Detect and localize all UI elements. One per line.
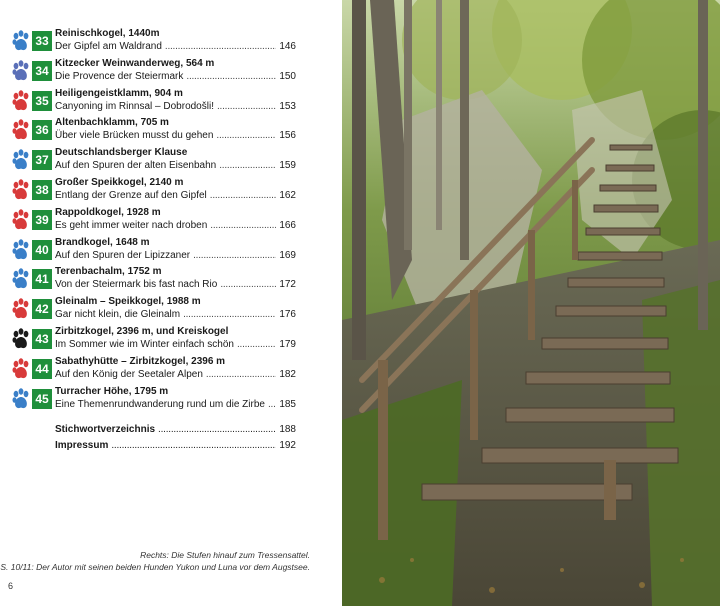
route-number-badge: 33 [32, 31, 52, 51]
paw-icon [12, 209, 30, 231]
route-subtitle-line [55, 279, 296, 290]
route-page: 179 [279, 338, 296, 350]
paw-icon [12, 298, 30, 320]
leader-dots [193, 250, 276, 261]
route-page: 156 [279, 130, 296, 142]
route-number-badge: 43 [32, 329, 52, 349]
route-page: 182 [279, 368, 296, 380]
route-subtitle: Der Gipfel am Waldrand [55, 41, 162, 52]
route-subtitle-line [55, 309, 296, 320]
route-title: Turracher Höhe, 1795 m [55, 385, 169, 397]
route-page: 185 [279, 398, 296, 410]
toc-extra-page: 192 [279, 440, 296, 451]
paw-icon [12, 119, 30, 141]
route-title: Sabathyhütte – Zirbitzkogel, 2396 m [55, 355, 226, 367]
route-subtitle-line [55, 101, 296, 112]
route-subtitle-line [55, 250, 296, 261]
toc-entry[interactable] [10, 58, 296, 88]
route-subtitle-line [55, 190, 296, 201]
page-number: 6 [8, 581, 14, 591]
toc-extra-label: Impressum [55, 440, 109, 451]
toc-entry[interactable] [10, 147, 296, 177]
route-number-badge: 45 [32, 389, 52, 409]
paw-icon [12, 239, 30, 261]
leader-dots [165, 41, 276, 52]
route-page: 176 [279, 309, 296, 321]
route-page: 159 [279, 160, 296, 172]
toc-entry[interactable] [10, 266, 296, 296]
toc-extra-page: 188 [279, 424, 296, 435]
route-number-badge: 39 [32, 210, 52, 230]
toc-entry[interactable] [10, 88, 296, 118]
route-subtitle-line [55, 220, 296, 231]
route-subtitle: Eine Themenrundwanderung rund um die Zirbe [55, 398, 265, 410]
paw-icon [12, 388, 30, 410]
toc-entry[interactable] [10, 28, 296, 58]
route-title: Großer Speikkogel, 2140 m [55, 176, 184, 188]
route-subtitle: Es geht immer weiter nach droben [55, 219, 208, 231]
route-number-badge: 42 [32, 299, 52, 319]
route-subtitle: Auf den Spuren der Lipizzaner [55, 249, 191, 261]
route-subtitle: Auf den König der Seetaler Alpen [55, 368, 203, 380]
paw-icon [12, 268, 30, 290]
route-title: Deutschlandsberger Klause [55, 147, 188, 159]
route-page: 172 [279, 279, 296, 291]
route-number-badge: 37 [32, 150, 52, 170]
route-subtitle: Auf den Spuren der alten Eisenbahn [55, 160, 217, 172]
route-subtitle: Die Provence der Steiermark [55, 70, 184, 82]
paw-icon [12, 30, 30, 52]
route-page: 162 [279, 189, 296, 201]
route-page: 153 [279, 100, 296, 112]
toc-entry[interactable] [10, 117, 296, 147]
leader-dots [268, 399, 276, 410]
route-title: Heiligengeistklamm, 904 m [55, 87, 183, 99]
leader-dots [111, 440, 276, 451]
route-subtitle: Gar nicht klein, die Gleinalm [55, 309, 181, 321]
toc-entry[interactable] [10, 356, 296, 386]
table-of-contents [10, 28, 296, 415]
route-page: 146 [279, 41, 296, 52]
toc-entry[interactable] [10, 237, 296, 267]
photo-caption-spread: S. 10/11: Der Autor mit seinen beiden Hunden Yukon und Luna vor dem Augstsee. [0, 562, 310, 572]
toc-index-entry[interactable] [55, 424, 296, 435]
route-title: Gleinalm – Speikkogel, 1988 m [55, 296, 201, 308]
route-page: 169 [279, 249, 296, 261]
route-number-badge: 41 [32, 269, 52, 289]
route-title: Brandkogel, 1648 m [55, 236, 150, 248]
route-subtitle: Von der Steiermark bis fast nach Rio [55, 279, 218, 291]
paw-icon [12, 149, 30, 171]
route-subtitle: Entlang der Grenze auf den Gipfel [55, 189, 207, 201]
toc-entry[interactable] [10, 326, 296, 356]
leader-dots [210, 220, 276, 231]
leader-dots [237, 339, 276, 350]
leader-dots [217, 101, 276, 112]
leader-dots [158, 424, 276, 435]
route-number-badge: 40 [32, 240, 52, 260]
route-subtitle-line [55, 130, 296, 141]
leader-dots [186, 71, 276, 82]
route-subtitle: Im Sommer wie im Winter einfach schön [55, 338, 234, 350]
forest-stairs-image [342, 0, 720, 606]
route-number-badge: 38 [32, 180, 52, 200]
paw-icon [12, 60, 30, 82]
leader-dots [220, 279, 276, 290]
route-title: Reinischkogel, 1440m [55, 28, 160, 39]
paw-icon [12, 328, 30, 350]
route-subtitle-line [55, 339, 296, 350]
route-title: Zirbitzkogel, 2396 m, und Kreiskogel [55, 325, 229, 337]
route-number-badge: 35 [32, 91, 52, 111]
toc-entry[interactable] [10, 177, 296, 207]
paw-icon [12, 90, 30, 112]
route-title: Altenbachklamm, 705 m [55, 117, 169, 129]
route-number-badge: 44 [32, 359, 52, 379]
route-title: Kitzecker Weinwanderweg, 564 m [55, 57, 215, 69]
toc-entry[interactable] [10, 207, 296, 237]
paw-icon [12, 358, 30, 380]
toc-extra-label: Stichwortverzeichnis [55, 424, 156, 435]
route-number-badge: 34 [32, 61, 52, 81]
leader-dots [183, 309, 276, 320]
route-title: Rappoldkogel, 1928 m [55, 206, 161, 218]
route-page: 166 [279, 219, 296, 231]
route-subtitle: Canyoning im Rinnsal – Dobrodošli! [55, 100, 214, 112]
route-subtitle-line [55, 71, 296, 82]
route-number-badge: 36 [32, 120, 52, 140]
leader-dots [216, 130, 276, 141]
route-subtitle-line [55, 399, 296, 410]
leader-dots [210, 190, 277, 201]
route-page: 150 [279, 70, 296, 82]
route-title: Terenbachalm, 1752 m [55, 266, 162, 278]
toc-entry[interactable] [10, 386, 296, 416]
route-subtitle: Über viele Brücken musst du gehen [55, 130, 214, 142]
toc-entry[interactable] [10, 296, 296, 326]
photo-caption-right: Rechts: Die Stufen hinauf zum Tressensattel. [140, 550, 310, 560]
route-subtitle-line [55, 369, 296, 380]
leader-dots [206, 369, 276, 380]
forest-stairs-photo [342, 0, 720, 606]
toc-imprint-entry[interactable] [55, 440, 296, 451]
paw-icon [12, 179, 30, 201]
route-subtitle-line [55, 41, 296, 52]
route-subtitle-line [55, 160, 296, 171]
leader-dots [219, 160, 276, 171]
